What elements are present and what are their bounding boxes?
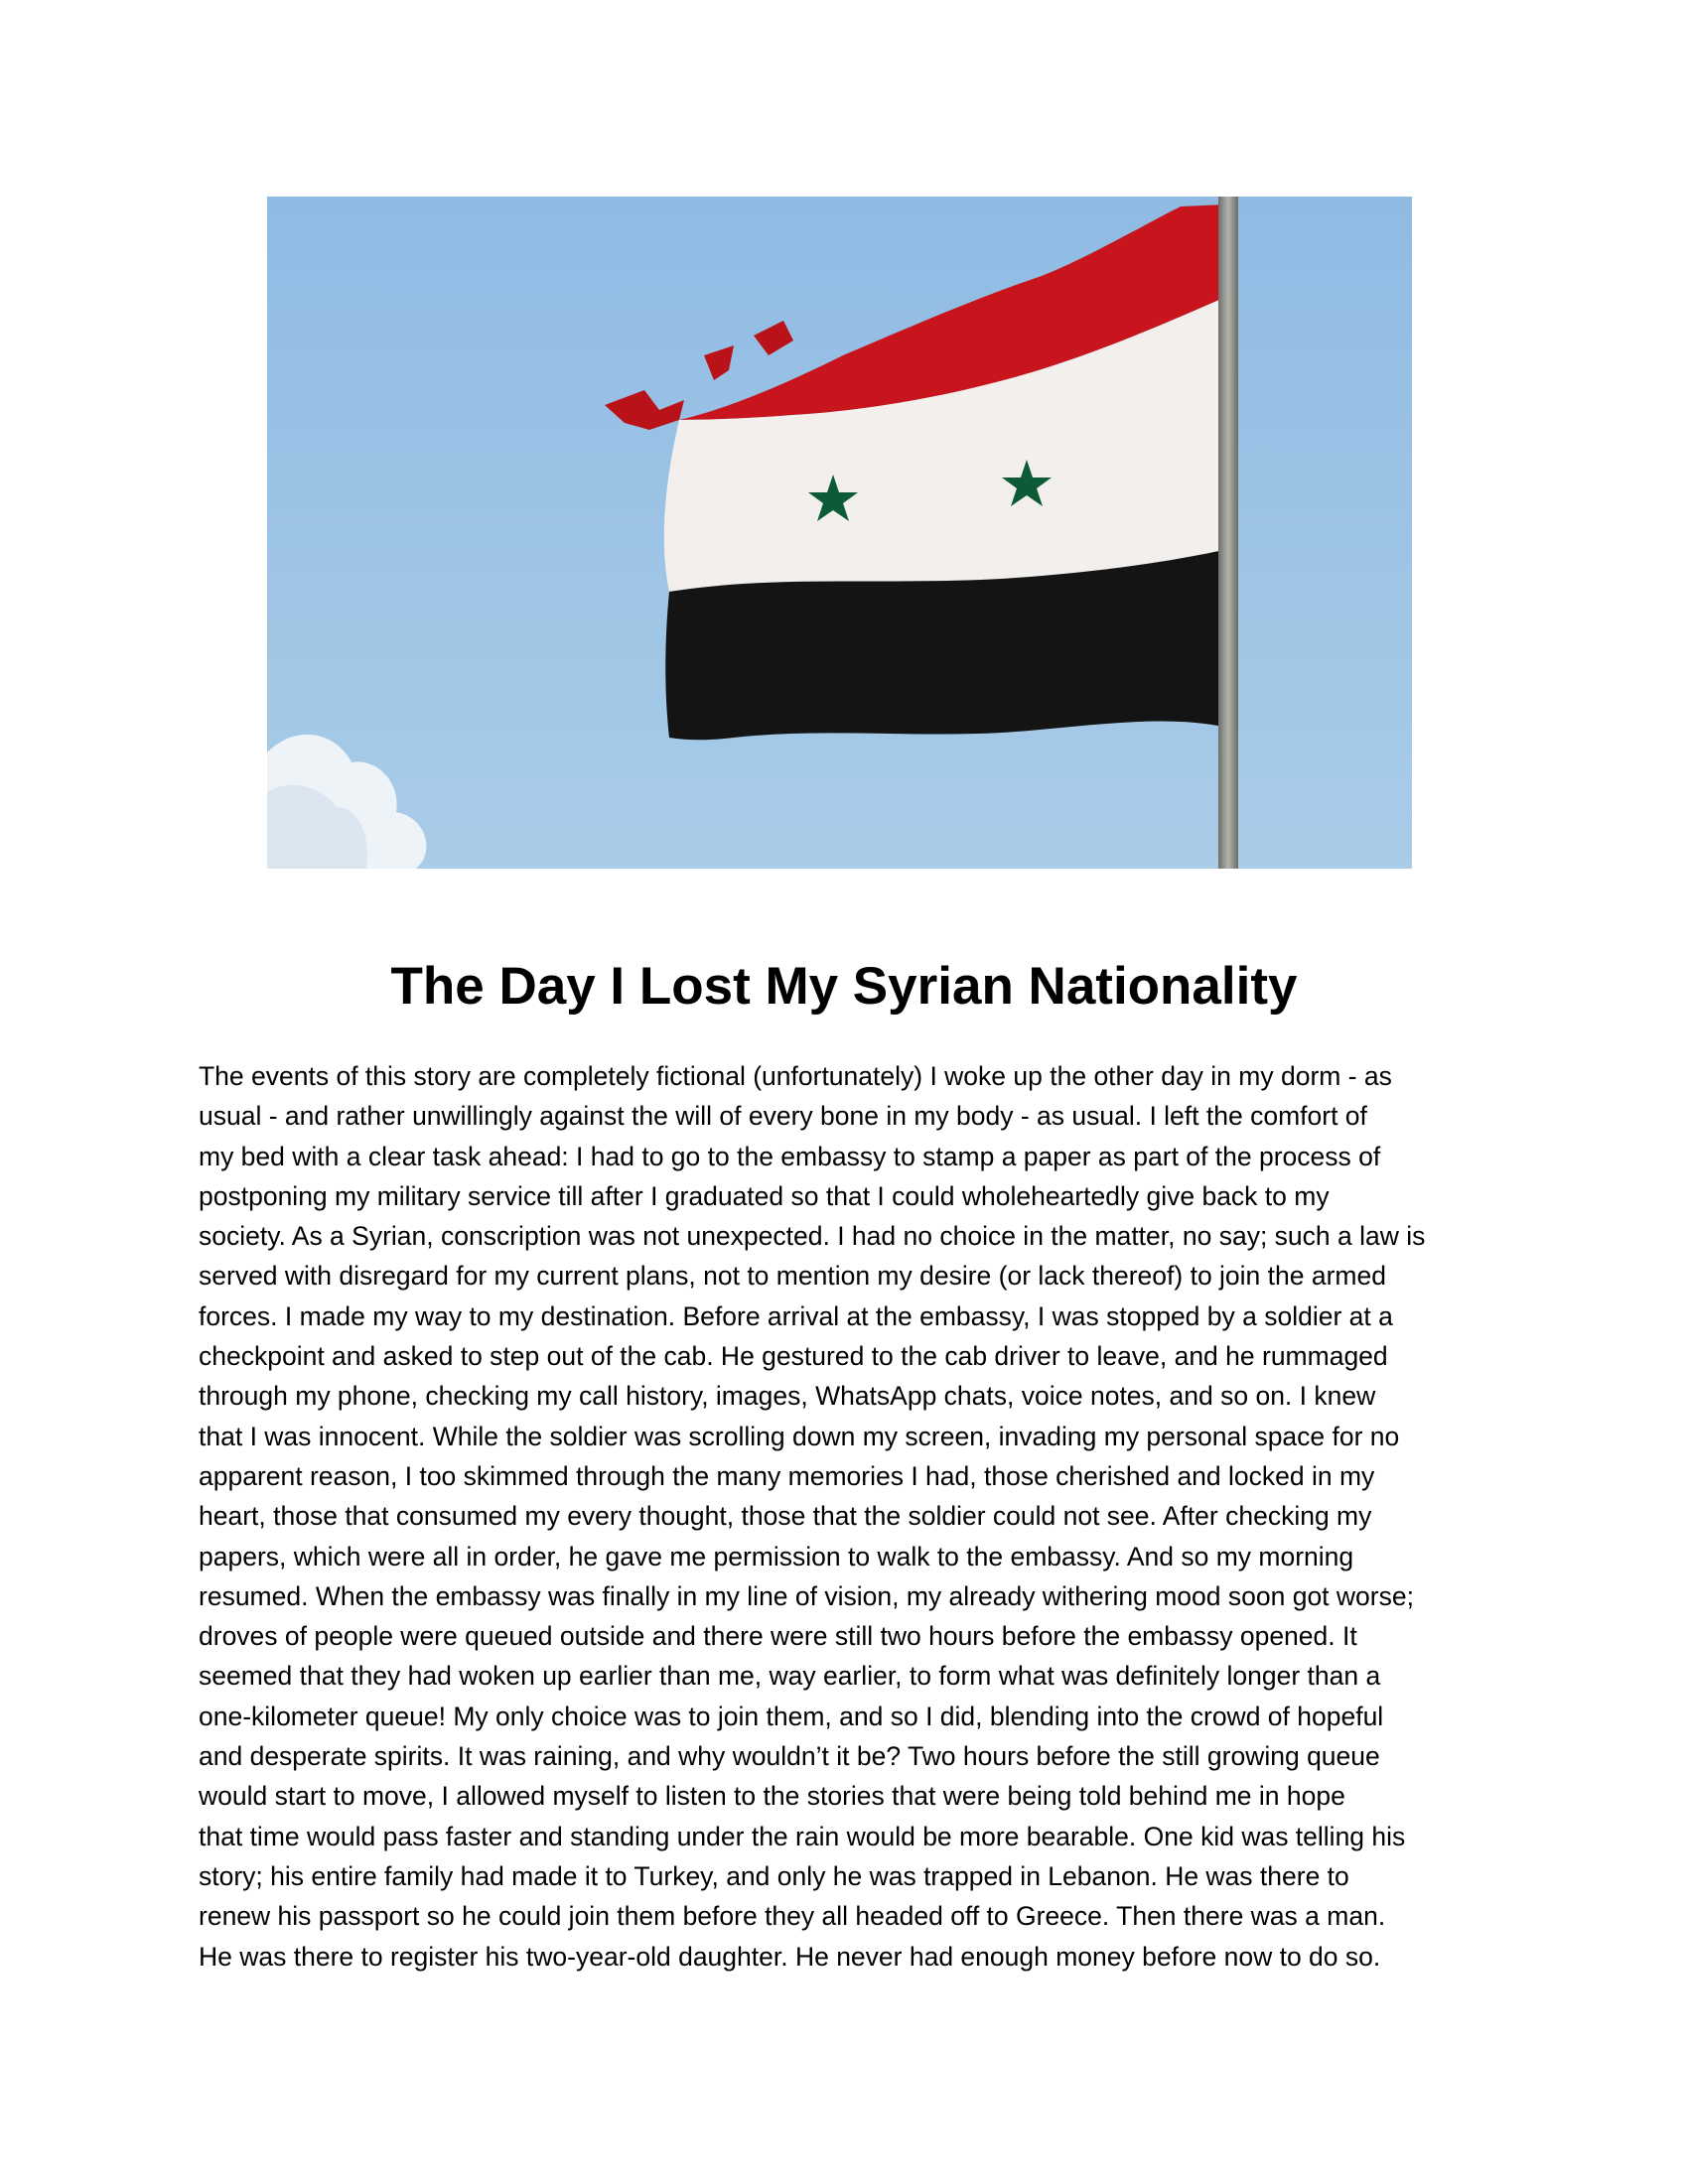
page-title: The Day I Lost My Syrian Nationality (390, 957, 1298, 1016)
body-line: would start to move, I allowed myself to listen to the stories that were being told behind me in hope (199, 1781, 1345, 1812)
body-line: that time would pass faster and standing under the rain would be more bearable. One kid was telling his (199, 1821, 1406, 1851)
flag-pole (1218, 197, 1238, 869)
body-line: story; his entire family had made it to Turkey, and only he was trapped in Lebanon. He was there to (199, 1860, 1349, 1891)
body-line: one-kilometer queue! My only choice was to join them, and so I did, blending into the crowd of hopeful (199, 1701, 1384, 1731)
header-photo (267, 197, 1412, 869)
body-line: seemed that they had woken up earlier than me, way earlier, to form what was definitely longer than a (199, 1661, 1381, 1692)
body-line: usual - and rather unwillingly against the will of every bone in my body - as usual. I left the comfort of (199, 1101, 1367, 1132)
body-line: droves of people were queued outside and there were still two hours before the embassy opened. It (199, 1621, 1357, 1652)
body-line: society. As a Syrian, conscription was not unexpected. I had no choice in the matter, no say; such a law is (199, 1221, 1426, 1252)
body-line: heart, those that consumed my every thought, those that the soldier could not see. After checking my (199, 1501, 1372, 1532)
article-body (199, 1056, 1509, 1977)
body-line: resumed. When the embassy was finally in my line of vision, my already withering mood soon got worse; (199, 1580, 1414, 1611)
body-line: served with disregard for my current plans, not to mention my desire (or lack thereof) to join the armed (199, 1261, 1386, 1292)
body-line: The events of this story are completely fictional (unfortunately) I woke up the other day in my dorm - as (199, 1061, 1392, 1091)
body-line: and desperate spirits. It was raining, and why wouldn’t it be? Two hours before the still growing queue (199, 1741, 1380, 1772)
body-line: checkpoint and asked to step out of the cab. He gestured to the cab driver to leave, and he rummaged (199, 1341, 1388, 1372)
body-line: apparent reason, I too skimmed through the many memories I had, those cherished and locked in my (199, 1460, 1375, 1491)
body-line: postponing my military service till after I graduated so that I could wholeheartedly give back to my (199, 1180, 1330, 1211)
body-line: through my phone, checking my call history, images, WhatsApp chats, voice notes, and so on. I knew (199, 1381, 1376, 1412)
body-line: He was there to register his two-year-old daughter. He never had enough money before now to do so. (199, 1941, 1381, 1972)
body-line: my bed with a clear task ahead: I had to go to the embassy to stamp a paper as part of the process of (199, 1141, 1381, 1171)
body-line: renew his passport so he could join them before they all headed off to Greece. Then there was a man. (199, 1901, 1386, 1932)
body-line: papers, which were all in order, he gave me permission to walk to the embassy. And so my morning (199, 1541, 1354, 1571)
body-line: forces. I made my way to my destination. Before arrival at the embassy, I was stopped by a soldier at a (199, 1300, 1393, 1331)
syrian-flag-image (267, 197, 1412, 869)
body-line: that I was innocent. While the soldier was scrolling down my screen, invading my personal space for no (199, 1421, 1400, 1451)
